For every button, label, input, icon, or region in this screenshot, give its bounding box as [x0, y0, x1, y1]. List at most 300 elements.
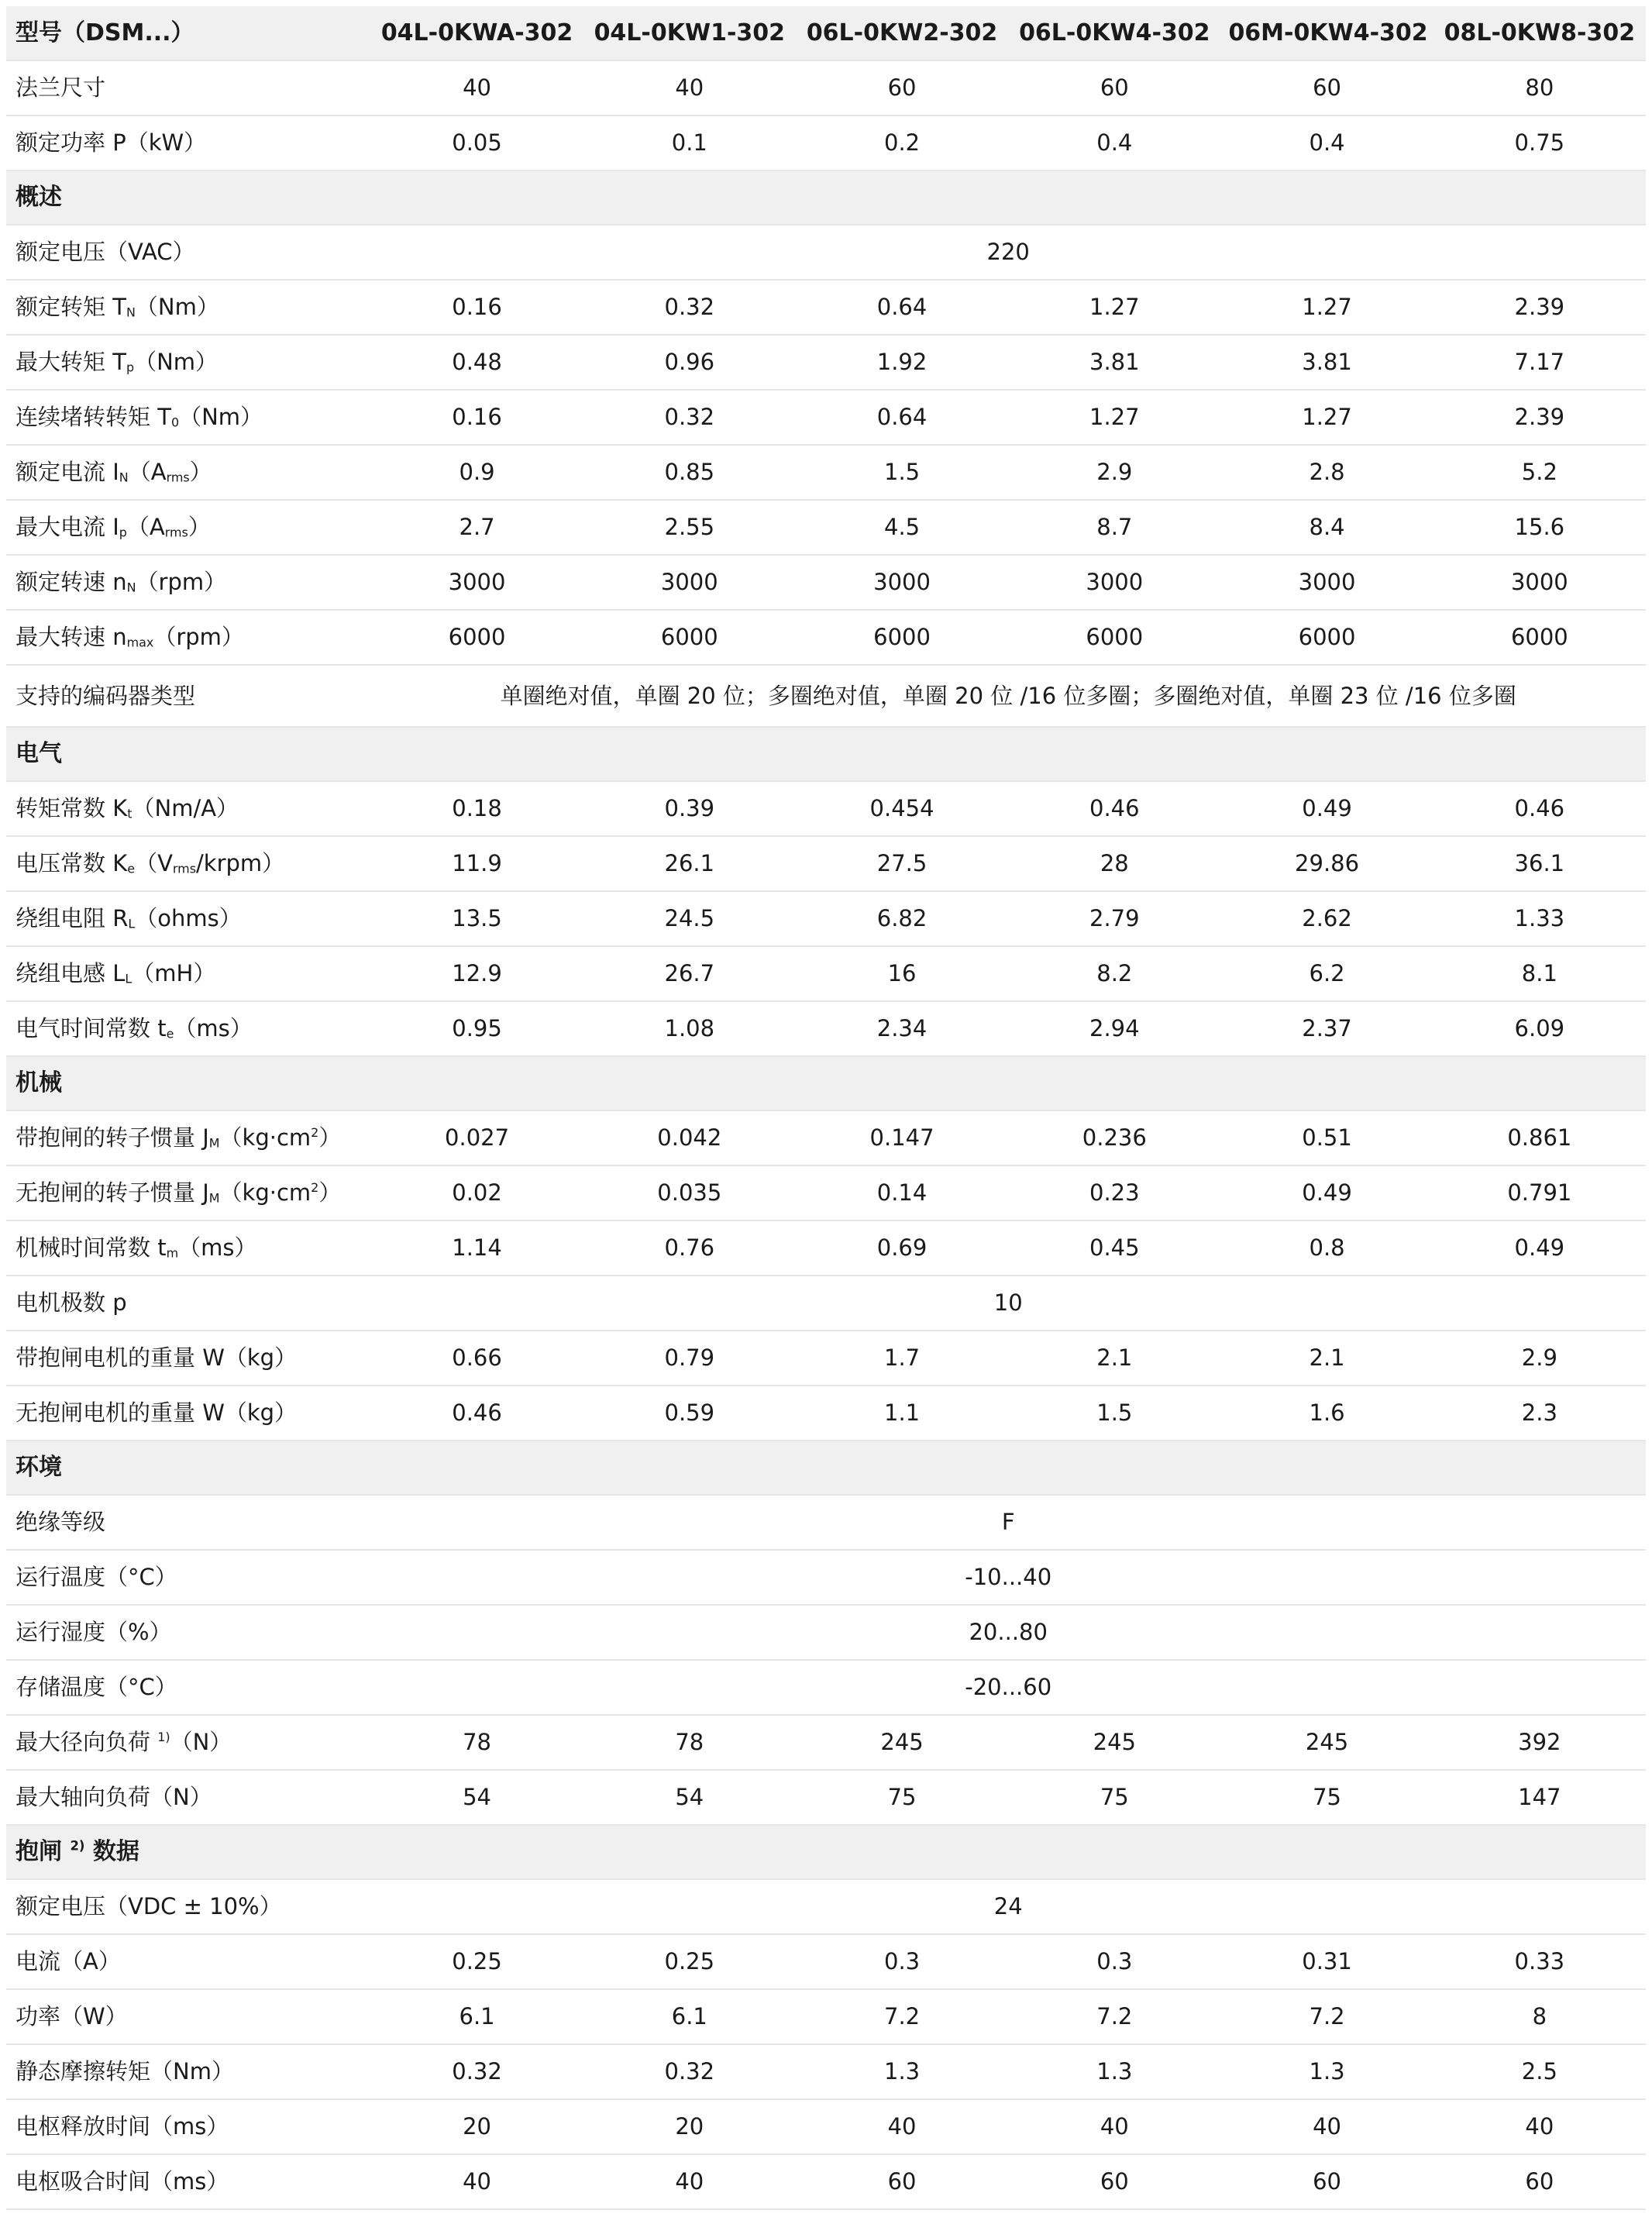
- cell-value: 60: [1008, 2154, 1220, 2209]
- cell-value: 8: [1433, 1989, 1646, 2044]
- spec-table: [6, 6, 1646, 2210]
- cell-value: 0.3: [1008, 1934, 1220, 1989]
- label-text: （ms）: [178, 1234, 257, 1261]
- cell-value: 60: [796, 2154, 1008, 2209]
- label-text: 最大转矩 T: [15, 349, 126, 375]
- cell-value: 28: [1008, 836, 1220, 891]
- table-row: [6, 445, 1646, 500]
- cell-value: 6000: [370, 610, 583, 665]
- row-label: [6, 610, 370, 665]
- section-header-row: [6, 1825, 1646, 1879]
- cell-value: 15.6: [1433, 500, 1646, 555]
- cell-value: 0.64: [796, 280, 1008, 335]
- cell-value: 0.49: [1220, 781, 1433, 836]
- label-subscript: rms: [166, 470, 190, 485]
- cell-value: 1.7: [796, 1331, 1008, 1386]
- cell-value: 0.791: [1433, 1165, 1646, 1220]
- table-row: [6, 1989, 1646, 2044]
- table-row: [6, 1386, 1646, 1441]
- cell-value: 2.9: [1433, 1331, 1646, 1386]
- label-subscript: N: [119, 470, 129, 485]
- row-label: [6, 280, 370, 335]
- cell-value: 0.035: [583, 1165, 796, 1220]
- section-header-row: [6, 170, 1646, 225]
- spanned-value: 单圈绝对值，单圈 20 位；多圈绝对值，单圈 20 位 /16 位多圈；多圈绝对值，单圈 23 位 /16 位多圈: [370, 665, 1646, 727]
- cell-value: 245: [1008, 1715, 1220, 1770]
- cell-value: 0.64: [796, 390, 1008, 445]
- table-row: [6, 1110, 1646, 1165]
- cell-value: 3000: [370, 555, 583, 610]
- cell-value: 60: [1433, 2154, 1646, 2209]
- cell-value: 40: [1433, 2099, 1646, 2154]
- cell-value: 2.79: [1008, 891, 1220, 946]
- table-row: [6, 781, 1646, 836]
- label-text: 带抱闸的转子惯量 J: [15, 1124, 209, 1151]
- cell-value: 6.82: [796, 891, 1008, 946]
- label-text: （Nm）: [179, 404, 263, 430]
- cell-value: 0.32: [583, 280, 796, 335]
- table-row: [6, 335, 1646, 390]
- table-row: [6, 1770, 1646, 1825]
- cell-value: 2.55: [583, 500, 796, 555]
- label-text: （ohms）: [135, 905, 242, 931]
- cell-value: 0.79: [583, 1331, 796, 1386]
- model-header: 04L-0KW1-302: [583, 6, 796, 60]
- row-label: [6, 1715, 370, 1770]
- label-subscript: rms: [164, 525, 188, 540]
- label-subscript: M: [208, 1135, 220, 1151]
- table-row: [6, 1220, 1646, 1276]
- cell-value: 0.25: [583, 1934, 796, 1989]
- section-title: 环境: [6, 1441, 1646, 1495]
- row-label: [6, 891, 370, 946]
- row-label: [6, 946, 370, 1001]
- label-text: 转矩常数 K: [15, 795, 128, 821]
- cell-value: 0.25: [370, 1934, 583, 1989]
- cell-value: 60: [796, 60, 1008, 115]
- cell-value: 3000: [796, 555, 1008, 610]
- section-title: [6, 1825, 1646, 1879]
- row-label: 额定电压（VDC ± 10%）: [6, 1879, 370, 1934]
- cell-value: 20: [370, 2099, 583, 2154]
- table-row: [6, 1550, 1646, 1605]
- cell-value: 0.31: [1220, 1934, 1433, 1989]
- table-row: [6, 665, 1646, 727]
- cell-value: 1.27: [1008, 390, 1220, 445]
- cell-value: 2.39: [1433, 280, 1646, 335]
- label-text: （A: [126, 514, 165, 540]
- label-text: 绕组电感 L: [15, 960, 126, 986]
- cell-value: 80: [1433, 60, 1646, 115]
- row-label: 支持的编码器类型: [6, 665, 370, 727]
- cell-value: 6000: [583, 610, 796, 665]
- table-row: [6, 891, 1646, 946]
- section-header-row: [6, 1056, 1646, 1110]
- label-text: （Nm）: [134, 349, 219, 375]
- cell-value: 2.7: [370, 500, 583, 555]
- row-label: 功率（W）: [6, 1989, 370, 2044]
- cell-value: 1.14: [370, 1220, 583, 1276]
- row-label: [6, 555, 370, 610]
- label-subscript: L: [125, 971, 133, 986]
- cell-value: 1.33: [1433, 891, 1646, 946]
- cell-value: 0.85: [583, 445, 796, 500]
- cell-value: 0.147: [796, 1110, 1008, 1165]
- cell-value: 75: [1220, 1770, 1433, 1825]
- cell-value: 0.49: [1220, 1165, 1433, 1220]
- cell-value: 6000: [1220, 610, 1433, 665]
- cell-value: 40: [583, 60, 796, 115]
- row-label: [6, 1220, 370, 1276]
- table-row: [6, 1715, 1646, 1770]
- cell-value: 6000: [1433, 610, 1646, 665]
- table-row: [6, 610, 1646, 665]
- cell-value: 2.39: [1433, 390, 1646, 445]
- cell-value: 6.2: [1220, 946, 1433, 1001]
- table-row: [6, 2099, 1646, 2154]
- cell-value: 0.042: [583, 1110, 796, 1165]
- label-text: 额定电流 I: [15, 459, 119, 485]
- cell-value: 0.861: [1433, 1110, 1646, 1165]
- cell-value: 2.94: [1008, 1001, 1220, 1056]
- cell-value: 0.23: [1008, 1165, 1220, 1220]
- label-subscript: 0: [170, 415, 180, 430]
- table-row: [6, 1879, 1646, 1934]
- cell-value: 0.95: [370, 1001, 583, 1056]
- label-subscript: t: [127, 806, 133, 821]
- label-superscript: 2: [311, 1179, 319, 1195]
- label-text: 最大径向负荷: [15, 1729, 158, 1755]
- table-row: [6, 1605, 1646, 1660]
- cell-value: 3000: [1220, 555, 1433, 610]
- label-text: （V: [135, 850, 173, 876]
- cell-value: 6000: [796, 610, 1008, 665]
- cell-value: 27.5: [796, 836, 1008, 891]
- cell-value: 3000: [1008, 555, 1220, 610]
- cell-value: 78: [583, 1715, 796, 1770]
- cell-value: 0.02: [370, 1165, 583, 1220]
- cell-value: 2.1: [1008, 1331, 1220, 1386]
- cell-value: 1.5: [796, 445, 1008, 500]
- row-label: 运行湿度（%）: [6, 1605, 370, 1660]
- cell-value: 0.32: [583, 390, 796, 445]
- cell-value: 2.62: [1220, 891, 1433, 946]
- label-superscript: 2): [70, 1838, 85, 1854]
- row-label: [6, 500, 370, 555]
- cell-value: 0.18: [370, 781, 583, 836]
- row-label: 额定电压（VAC）: [6, 225, 370, 280]
- cell-value: 0.49: [1433, 1220, 1646, 1276]
- label-subscript: p: [126, 360, 135, 375]
- cell-value: 0.45: [1008, 1220, 1220, 1276]
- cell-value: 0.14: [796, 1165, 1008, 1220]
- label-subscript: L: [128, 916, 136, 931]
- cell-value: 2.5: [1433, 2044, 1646, 2099]
- cell-value: 147: [1433, 1770, 1646, 1825]
- label-text: （rpm）: [136, 569, 227, 595]
- cell-value: 0.1: [583, 115, 796, 170]
- cell-value: 7.2: [1008, 1989, 1220, 2044]
- row-label: 电机极数 p: [6, 1276, 370, 1331]
- table-row: [6, 1331, 1646, 1386]
- table-row: [6, 390, 1646, 445]
- label-superscript: 1): [157, 1729, 170, 1744]
- cell-value: 40: [1220, 2099, 1433, 2154]
- cell-value: 7.2: [796, 1989, 1008, 2044]
- cell-value: 0.39: [583, 781, 796, 836]
- table-header-row: [6, 6, 1646, 60]
- cell-value: 0.9: [370, 445, 583, 500]
- cell-value: 4.5: [796, 500, 1008, 555]
- table-row: [6, 1495, 1646, 1550]
- table-row: [6, 60, 1646, 115]
- label-text: 额定转速 n: [15, 569, 127, 595]
- label-text: 电压常数 K: [15, 850, 128, 876]
- cell-value: 0.16: [370, 390, 583, 445]
- cell-value: 29.86: [1220, 836, 1433, 891]
- cell-value: 1.92: [796, 335, 1008, 390]
- label-text: ）: [188, 514, 211, 540]
- cell-value: 6000: [1008, 610, 1220, 665]
- label-text: 额定转矩 T: [15, 294, 126, 320]
- cell-value: 75: [1008, 1770, 1220, 1825]
- table-row: [6, 500, 1646, 555]
- cell-value: 40: [370, 2154, 583, 2209]
- label-subscript: p: [119, 525, 127, 540]
- table-row: [6, 1276, 1646, 1331]
- row-label: 运行温度（°C）: [6, 1550, 370, 1605]
- cell-value: 60: [1220, 60, 1433, 115]
- cell-value: 0.46: [1008, 781, 1220, 836]
- spanned-value: F: [370, 1495, 1646, 1550]
- row-label: [6, 1165, 370, 1220]
- table-row: [6, 280, 1646, 335]
- row-label: [6, 390, 370, 445]
- row-label: 法兰尺寸: [6, 60, 370, 115]
- cell-value: 13.5: [370, 891, 583, 946]
- cell-value: 1.27: [1220, 280, 1433, 335]
- cell-value: 1.27: [1220, 390, 1433, 445]
- cell-value: 0.46: [1433, 781, 1646, 836]
- cell-value: 26.7: [583, 946, 796, 1001]
- table-row: [6, 1165, 1646, 1220]
- cell-value: 6.09: [1433, 1001, 1646, 1056]
- cell-value: 1.3: [796, 2044, 1008, 2099]
- cell-value: 6.1: [370, 1989, 583, 2044]
- cell-value: 1.6: [1220, 1386, 1433, 1441]
- label-text: 绕组电阻 R: [15, 905, 129, 931]
- cell-value: 5.2: [1433, 445, 1646, 500]
- cell-value: 8.7: [1008, 500, 1220, 555]
- label-text: 电气时间常数 t: [15, 1015, 167, 1041]
- cell-value: 0.236: [1008, 1110, 1220, 1165]
- cell-value: 0.4: [1008, 115, 1220, 170]
- label-text: 机械时间常数 t: [15, 1234, 167, 1261]
- row-label: [6, 445, 370, 500]
- label-text: ）: [318, 1179, 342, 1206]
- model-header: 06L-0KW4-302: [1008, 6, 1220, 60]
- label-text: （N）: [170, 1729, 232, 1755]
- cell-value: 36.1: [1433, 836, 1646, 891]
- cell-value: 26.1: [583, 836, 796, 891]
- cell-value: 3.81: [1220, 335, 1433, 390]
- cell-value: 0.16: [370, 280, 583, 335]
- label-text: （Nm/A）: [132, 795, 239, 821]
- label-subscript: e: [166, 1026, 174, 1041]
- row-label: 绝缘等级: [6, 1495, 370, 1550]
- label-text: （mH）: [132, 960, 216, 986]
- cell-value: 0.96: [583, 335, 796, 390]
- cell-value: 0.69: [796, 1220, 1008, 1276]
- row-label: 电枢吸合时间（ms）: [6, 2154, 370, 2209]
- label-text: （kg·cm: [219, 1179, 311, 1206]
- cell-value: 0.46: [370, 1386, 583, 1441]
- cell-value: 40: [796, 2099, 1008, 2154]
- cell-value: 245: [796, 1715, 1008, 1770]
- cell-value: 2.37: [1220, 1001, 1433, 1056]
- cell-value: 1.08: [583, 1001, 796, 1056]
- model-header: 08L-0KW8-302: [1433, 6, 1646, 60]
- spanned-value: 220: [370, 225, 1646, 280]
- header-label: 型号（DSM...）: [6, 6, 370, 60]
- cell-value: 60: [1008, 60, 1220, 115]
- cell-value: 2.8: [1220, 445, 1433, 500]
- spec-table-body: [6, 6, 1646, 2209]
- spanned-value: -10...40: [370, 1550, 1646, 1605]
- table-row: [6, 2154, 1646, 2209]
- cell-value: 11.9: [370, 836, 583, 891]
- cell-value: 1.27: [1008, 280, 1220, 335]
- cell-value: 7.17: [1433, 335, 1646, 390]
- section-header-row: [6, 1441, 1646, 1495]
- cell-value: 0.454: [796, 781, 1008, 836]
- table-row: [6, 225, 1646, 280]
- row-label: 带抱闸电机的重量 W（kg）: [6, 1331, 370, 1386]
- cell-value: 0.75: [1433, 115, 1646, 170]
- row-label: 静态摩擦转矩（Nm）: [6, 2044, 370, 2099]
- label-text: ）: [189, 459, 212, 485]
- cell-value: 0.66: [370, 1331, 583, 1386]
- table-row: [6, 1934, 1646, 1989]
- row-label: [6, 781, 370, 836]
- label-text: （Nm）: [135, 294, 219, 320]
- label-superscript: 2: [311, 1124, 319, 1140]
- cell-value: 8.1: [1433, 946, 1646, 1001]
- label-text: 最大转速 n: [15, 624, 127, 650]
- row-label: 存储温度（°C）: [6, 1660, 370, 1715]
- cell-value: 40: [370, 60, 583, 115]
- cell-value: 20: [583, 2099, 796, 2154]
- cell-value: 0.027: [370, 1110, 583, 1165]
- model-header: 04L-0KWA-302: [370, 6, 583, 60]
- label-text: （kg·cm: [219, 1124, 311, 1151]
- label-text: （rpm）: [153, 624, 244, 650]
- cell-value: 16: [796, 946, 1008, 1001]
- table-row: [6, 555, 1646, 610]
- label-subscript: m: [166, 1245, 179, 1261]
- cell-value: 2.9: [1008, 445, 1220, 500]
- row-label: 电流（A）: [6, 1934, 370, 1989]
- cell-value: 75: [796, 1770, 1008, 1825]
- cell-value: 2.34: [796, 1001, 1008, 1056]
- section-title: 电气: [6, 727, 1646, 781]
- cell-value: 8.2: [1008, 946, 1220, 1001]
- cell-value: 0.05: [370, 115, 583, 170]
- cell-value: 8.4: [1220, 500, 1433, 555]
- cell-value: 0.59: [583, 1386, 796, 1441]
- cell-value: 0.33: [1433, 1934, 1646, 1989]
- section-title: 概述: [6, 170, 1646, 225]
- cell-value: 1.3: [1220, 2044, 1433, 2099]
- table-row: [6, 1660, 1646, 1715]
- spanned-value: 24: [370, 1879, 1646, 1934]
- cell-value: 2.1: [1220, 1331, 1433, 1386]
- model-header: 06L-0KW2-302: [796, 6, 1008, 60]
- cell-value: 3000: [583, 555, 796, 610]
- row-label: 电枢释放时间（ms）: [6, 2099, 370, 2154]
- label-text: 无抱闸的转子惯量 J: [15, 1179, 209, 1206]
- cell-value: 392: [1433, 1715, 1646, 1770]
- cell-value: 0.3: [796, 1934, 1008, 1989]
- table-row: [6, 2044, 1646, 2099]
- label-subscript: M: [208, 1190, 220, 1206]
- row-label: [6, 836, 370, 891]
- spanned-value: 10: [370, 1276, 1646, 1331]
- row-label: 额定功率 P（kW）: [6, 115, 370, 170]
- cell-value: 3000: [1433, 555, 1646, 610]
- spanned-value: 20...80: [370, 1605, 1646, 1660]
- cell-value: 12.9: [370, 946, 583, 1001]
- cell-value: 0.4: [1220, 115, 1433, 170]
- row-label: 最大轴向负荷（N）: [6, 1770, 370, 1825]
- table-row: [6, 1001, 1646, 1056]
- cell-value: 7.2: [1220, 1989, 1433, 2044]
- cell-value: 78: [370, 1715, 583, 1770]
- row-label: [6, 335, 370, 390]
- cell-value: 0.8: [1220, 1220, 1433, 1276]
- section-title: 机械: [6, 1056, 1646, 1110]
- table-row: [6, 115, 1646, 170]
- label-text: 最大电流 I: [15, 514, 119, 540]
- cell-value: 0.51: [1220, 1110, 1433, 1165]
- cell-value: 3.81: [1008, 335, 1220, 390]
- cell-value: 245: [1220, 1715, 1433, 1770]
- section-header-row: [6, 727, 1646, 781]
- row-label: [6, 1110, 370, 1165]
- label-subscript: N: [126, 580, 136, 595]
- cell-value: 1.5: [1008, 1386, 1220, 1441]
- label-text: /krpm）: [196, 850, 285, 876]
- cell-value: 1.3: [1008, 2044, 1220, 2099]
- cell-value: 0.32: [583, 2044, 796, 2099]
- cell-value: 0.76: [583, 1220, 796, 1276]
- cell-value: 24.5: [583, 891, 796, 946]
- cell-value: 54: [583, 1770, 796, 1825]
- table-row: [6, 836, 1646, 891]
- label-text: 连续堵转转矩 T: [15, 404, 171, 430]
- row-label: 无抱闸电机的重量 W（kg）: [6, 1386, 370, 1441]
- cell-value: 2.3: [1433, 1386, 1646, 1441]
- cell-value: 54: [370, 1770, 583, 1825]
- table-row: [6, 946, 1646, 1001]
- cell-value: 0.2: [796, 115, 1008, 170]
- label-text: 抱闸: [15, 1838, 71, 1865]
- model-header: 06M-0KW4-302: [1220, 6, 1433, 60]
- label-text: 数据: [84, 1838, 139, 1865]
- cell-value: 40: [583, 2154, 796, 2209]
- row-label: [6, 1001, 370, 1056]
- label-text: （A: [128, 459, 167, 485]
